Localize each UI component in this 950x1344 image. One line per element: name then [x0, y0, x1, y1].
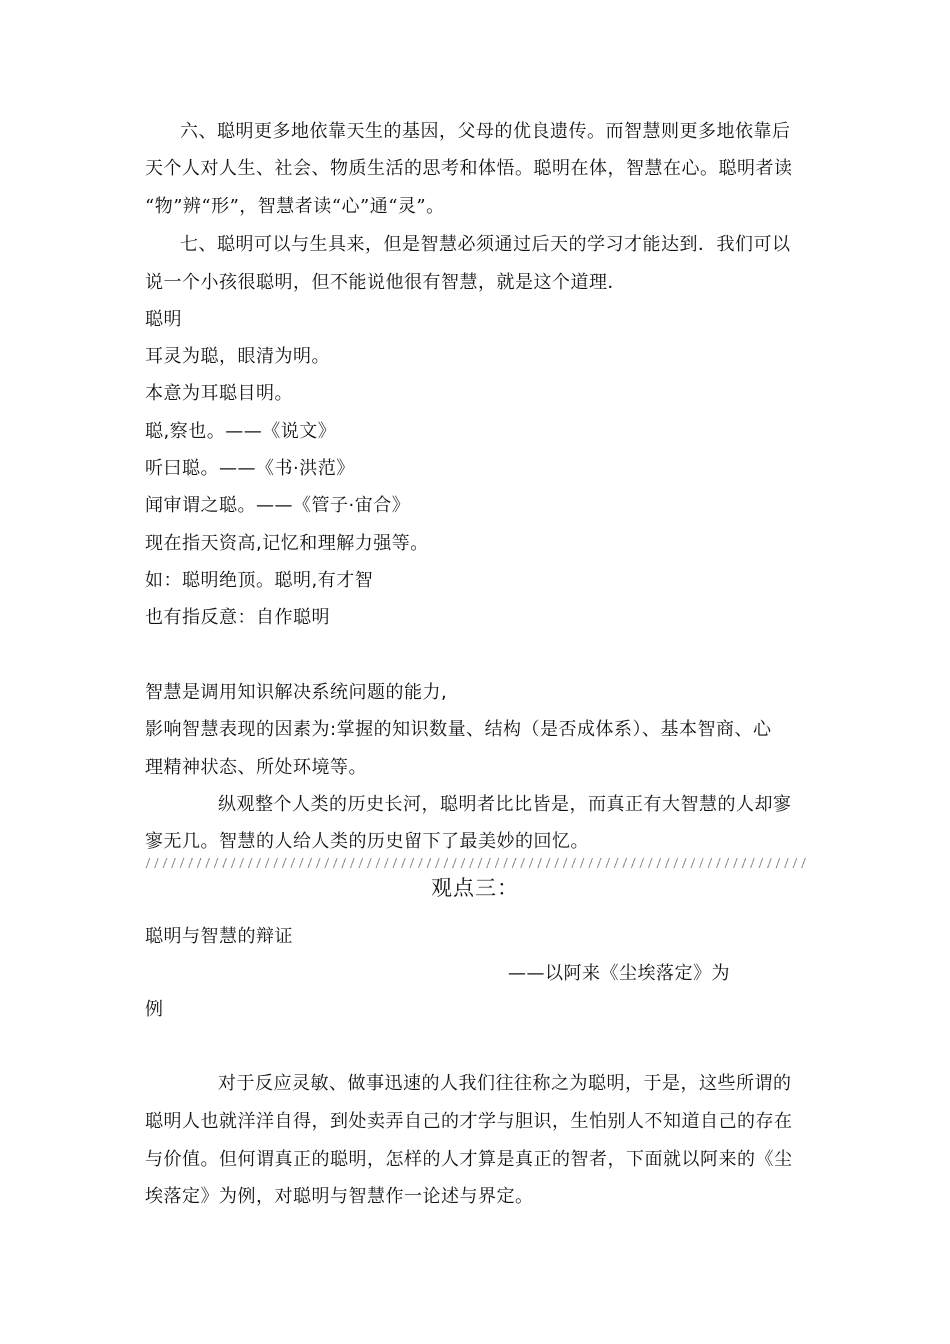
paragraph-seven-line-1: 七、聪明可以与生具来，但是智慧必须通过后天的学习才能达到．我们可以	[180, 234, 791, 255]
final-paragraph-line-4: 埃落定》为例，对聪明与智慧作一论述与界定。	[145, 1186, 534, 1207]
history-line-1: 纵观整个人类的历史长河，聪明者比比皆是，而真正有大智慧的人却寥	[218, 794, 792, 815]
congming-title: 聪明	[145, 309, 182, 330]
final-paragraph-line-1: 对于反应灵敏、做事迅速的人我们往往称之为聪明，于是，这些所谓的	[218, 1073, 792, 1094]
paragraph-seven-line-2: 说一个小孩很聪明，但不能说他很有智慧，就是这个道理．	[145, 272, 626, 293]
congming-line-5: 闻审谓之聪。——《管子·宙合》	[145, 495, 411, 516]
congming-line-1: 耳灵为聪，眼清为明。	[145, 346, 330, 367]
congming-line-3: 聪,察也。——《说文》	[145, 421, 337, 442]
congming-line-7: 如：聪明绝顶。聪明,有才智	[145, 570, 374, 591]
zhihui-line-2: 影响智慧表现的因素为:掌握的知识数量、结构（是否成体系）、基本智商、心	[145, 719, 772, 740]
paragraph-six-line-1: 六、聪明更多地依靠天生的基因，父母的优良遗传。而智慧则更多地依靠后	[180, 121, 791, 142]
viewpoint-three-subtitle: ——以阿来《尘埃落定》为	[508, 963, 730, 984]
paragraph-six-line-2: 天个人对人生、社会、物质生活的思考和体悟。聪明在体，智慧在心。聪明者读	[145, 158, 793, 179]
final-paragraph-line-3: 与价值。但何谓真正的聪明，怎样的人才算是真正的智者，下面就以阿来的《尘	[145, 1149, 793, 1170]
paragraph-six-line-3: “物”辨“形”，智慧者读“心”通“灵”。	[145, 196, 445, 217]
zhihui-line-3: 理精神状态、所处环境等。	[145, 757, 367, 778]
zhihui-line-1: 智慧是调用知识解决系统问题的能力,	[145, 682, 448, 703]
decorative-divider	[145, 858, 810, 868]
congming-line-8: 也有指反意：自作聪明	[145, 607, 330, 628]
final-paragraph-line-2: 聪明人也就洋洋自得，到处卖弄自己的才学与胆识，生怕别人不知道自己的存在	[145, 1111, 793, 1132]
viewpoint-three-heading: 观点三：	[431, 876, 519, 900]
congming-line-6: 现在指天资高,记忆和理解力强等。	[145, 533, 429, 554]
viewpoint-three-title: 聪明与智慧的辩证	[145, 926, 293, 947]
history-line-2: 寥无几。智慧的人给人类的历史留下了最美妙的回忆。	[145, 831, 589, 852]
congming-line-4: 听曰聪。——《书·洪范》	[145, 458, 355, 479]
viewpoint-three-subtitle-wrap: 例	[145, 999, 164, 1020]
congming-line-2: 本意为耳聪目明。	[145, 383, 293, 404]
